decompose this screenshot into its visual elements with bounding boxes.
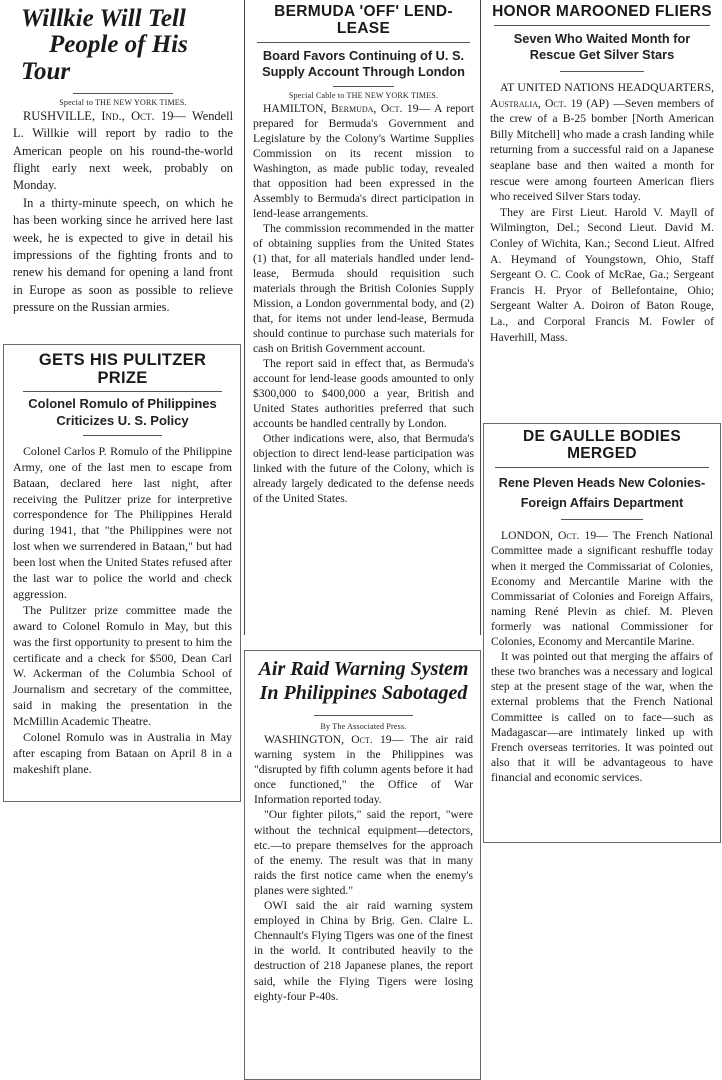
article-de-gaulle	[483, 423, 721, 843]
credit-line: By The Associated Press.	[320, 722, 407, 731]
headline-line-2: People of His Tour	[21, 31, 188, 85]
article-air-raid	[244, 650, 481, 1080]
rule	[83, 435, 162, 436]
paragraph: Other indications were, also, that Bermuda's objection to direct lend-lease participation was linked with the future of the Colony, which is already largely dedicated to the defense needs of the United States.	[253, 432, 474, 506]
headline: HONOR MAROONED FLIERS	[492, 3, 712, 20]
headline-line-1: Willkie Will Tell	[21, 5, 186, 32]
paragraph: AT UNITED NATIONS HEADQUARTERS, Australia, Oct. 19 (AP) —Seven members of the crew of a B-25 bomber [North American Billy Mitchell] who made a crash landing while returning from a successful raid on a Japanese seaplane base and then waited a month for rescue were among fourteen American fliers who received Silver Stars today.	[490, 81, 715, 204]
paragraph: The commission recommended in the matter of obtaining supplies from the United States (1) that, for all materials handled under lend-lease, Bermuda should requisition such materials through the British Colonies Supply Mission, a London governmental body, and (2) that, for items not under lend-lease, Bermuda should continue to purchase such materials for cash on British Government account.	[253, 222, 474, 356]
paragraph: "Our fighter pilots," said the report, "were without the technical equipment—detectors, etc.—to prepare themselves for the approach of the enemy. The result was that in many raids the first notice came when the enemy's planes were sighted."	[254, 808, 473, 897]
deck: Seven Who Waited Month for Rescue Get Silver Stars	[513, 31, 691, 63]
paragraph: LONDON, Oct. 19— The French National Committee made a significant reshuffle today when it merged the Commissariat of Colonies, Economy and Mercantile Marine with the Commissariat of Colonies and Foreign Affairs, naming René Plevin as chief. M. Pleven formerly was national Commissioner for Colonies, Economy and Mercantile Marine.	[491, 529, 713, 649]
paragraph: The Pulitzer prize committee made the award to Colonel Romulo in May, but this was the first opportunity to present to him the certificate and a check for $500, Dean Carl W. Ackerman of the Columbia School of Journalism and secretary of the committee, said in making the presentation in the McMillin Academic Theatre.	[13, 602, 232, 729]
headline: GETS HIS PULITZER PRIZE	[38, 351, 207, 388]
deck: Board Favors Continuing of U. S. Supply Account Through London	[262, 48, 465, 80]
rule	[494, 25, 710, 26]
paragraph: In a thirty-minute speech, on which he has been working since he arrived here last week, he is expected to give in detail his impressions of the fighting fronts and to renew his demand for opening a land front in Europe as soon as possible to relieve pressure on the Russian armies.	[13, 195, 233, 315]
credit-line: Special to THE NEW YORK TIMES.	[59, 97, 187, 107]
paragraph: OWI said the air raid warning system employed in China by Brig. Gen. Claire L. Chennault's Flying Tigers was one of the finest in the world. It contributed heavily to the destruction of 218 Japanese planes, the report said, while the Flying Tigers were losing eighty-four P-40s.	[254, 899, 473, 1003]
paragraph: Colonel Carlos P. Romulo of the Philippine Army, one of the last men to escape from Bataan, declared here last night, after receiving the Pulitzer prize for interpretive correspondence for The Philippines Herald during 1941, that "the Philippines were not lost when we surrendered in Bataan," but had been lost when the United States refused after the last war to police the world and check aggression.	[13, 443, 232, 601]
paragraph: WASHINGTON, Oct. 19— The air raid warning system in the Philippines was "disrupted by fifth column agents before it had once functioned," the Office of War Information reported today.	[254, 733, 473, 807]
paragraph: Colonel Romulo was in Australia in May after escaping from Bataan on April 8 in a makeshift plane.	[13, 730, 232, 776]
article-marooned-fliers	[483, 0, 721, 423]
rule	[314, 715, 413, 716]
rule	[73, 93, 173, 94]
rule	[23, 391, 222, 392]
rule	[561, 519, 643, 520]
article-body	[254, 732, 473, 1004]
headline-line-1: Air Raid Warning System	[258, 658, 469, 680]
dateline: RUSHVILLE, Ind., Oct. 19—	[23, 108, 186, 123]
article-body	[490, 80, 714, 345]
paragraph: RUSHVILLE, Ind., Oct. 19— Wendell L. Willkie will report by radio to the American people on his round-the-world flight early next week, probably on Monday.	[13, 108, 234, 193]
headline	[13, 6, 233, 85]
rule	[333, 86, 394, 87]
article-body	[491, 528, 713, 785]
headline-line-2: In Philippines Sabotaged	[259, 682, 468, 704]
article-body	[13, 444, 232, 778]
dateline: LONDON, Oct. 19—	[501, 529, 608, 543]
paragraph: The report said in effect that, as Bermuda's account for lend-lease goods amounted to only $300,000 to $400,000 a year, British and United States authorities preferred that such accounts be handled centrally by London.	[253, 357, 474, 431]
deck: Rene Pleven Heads New Colonies- Foreign Affairs Department	[498, 476, 706, 511]
rule	[495, 467, 709, 468]
dateline: WASHINGTON, Oct. 19—	[264, 733, 404, 746]
rule	[560, 71, 644, 72]
headline: BERMUDA 'OFF' LEND-LEASE	[274, 3, 453, 38]
rule	[257, 42, 470, 43]
paragraph: They are First Lieut. Harold V. Mayll of Wilmington, Del.; Second Lieut. David M. Conley of Wichita, Kan.; Second Lieut. Alfred A. Heymand of Youngstown, Ohio, Staff Sergeant O. C. Cook of McRae, Ga.; Sergeant Francis H. Pryor of Bellefontaine, Ohio; Sergeant Walter A. Doiron of Baton Rouge, La., and Corporal Francis M. Fowler of Haverhill, Mass.	[490, 205, 714, 344]
dateline: HAMILTON, Bermuda, Oct. 19—	[263, 102, 431, 116]
dateline: AT UNITED NATIONS HEADQUARTERS, Australia, Oct. 19 (AP)	[490, 81, 714, 110]
deck: Colonel Romulo of Philippines Criticizes U. S. Policy	[28, 396, 217, 428]
article-pulitzer	[3, 344, 241, 802]
paragraph: HAMILTON, Bermuda, Oct. 19— A report prepared for Bermuda's Government and Legislature by the Colony's Wartime Supplies Commission on its recent mission to Washington, as made public today, revealed that opposition had been expressed in the Assembly to Bermuda's direct participation in lend-lease arrangements.	[253, 102, 474, 221]
headline	[254, 657, 473, 705]
article-body	[253, 101, 474, 506]
headline: DE GAULLE BODIES MERGED	[522, 428, 682, 463]
paragraph: It was pointed out that merging the affairs of these two branches was a necessary and logical step at the present stage of the war, when the external problems that the French National Committee is called on to face—such as Madagascar—are intimately linked up with French overseas territories. It was pointed out also that it will be advantageous to have financial and economic services.	[491, 650, 713, 784]
article-body	[13, 108, 233, 317]
credit-line: Special Cable to THE NEW YORK TIMES.	[288, 91, 439, 101]
article-bermuda	[244, 0, 481, 635]
article-willkie	[3, 2, 241, 372]
